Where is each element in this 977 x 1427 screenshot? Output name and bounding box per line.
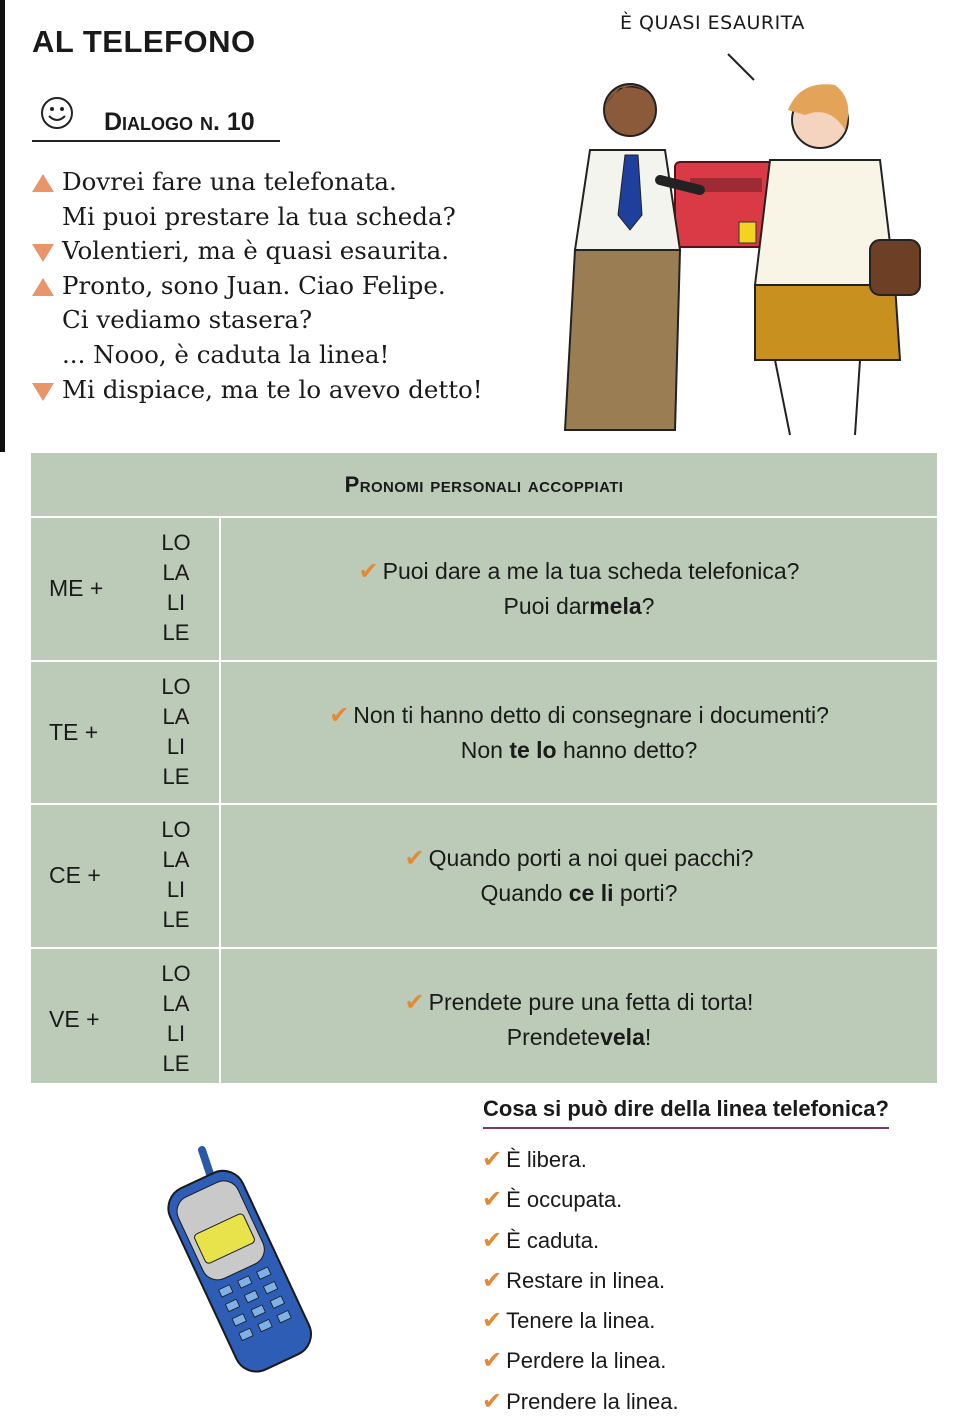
- pronoun-example: [221, 662, 937, 804]
- checkmark-icon: ✔: [482, 1226, 503, 1254]
- speech-bubble-text: È QUASI ESAURITA: [620, 12, 805, 34]
- illustration-phone-booth-couple: [530, 40, 950, 440]
- checkmark-icon: ✔: [482, 1186, 503, 1214]
- pronoun-form: LO: [161, 530, 191, 555]
- pronoun-form: LE: [162, 763, 190, 789]
- phrase-item: [482, 1343, 679, 1383]
- phrase-item: [482, 1384, 679, 1424]
- phone-line-phrases: [482, 1142, 679, 1424]
- pronouns-table: [30, 452, 938, 1084]
- example-answer: [504, 589, 655, 623]
- pronoun-forms: [141, 672, 211, 792]
- example-answer: [461, 733, 698, 767]
- pronoun-form: LI: [166, 590, 186, 615]
- phrase-item: [482, 1263, 679, 1303]
- pronoun-form: LA: [162, 990, 190, 1016]
- answer-part: mela: [589, 593, 642, 620]
- phrase-text: È libera.: [506, 1147, 587, 1172]
- example-answer: [481, 876, 678, 910]
- checkmark-icon: ✔: [329, 701, 350, 729]
- pronoun-forms: [141, 959, 211, 1079]
- page-title: AL TELEFONO: [32, 24, 256, 59]
- answer-part: porti?: [613, 880, 678, 907]
- phonecard-shape: [739, 222, 756, 243]
- pronoun-form: LO: [161, 817, 191, 842]
- answer-part: te lo: [509, 736, 557, 763]
- smiley-icon: [40, 96, 74, 130]
- checkmark-icon: ✔: [482, 1146, 503, 1173]
- checkmark-icon: ✔: [482, 1266, 503, 1294]
- triangle-up-icon: [32, 174, 54, 192]
- phrase-item: [482, 1303, 679, 1343]
- answer-part: hanno detto?: [556, 736, 698, 763]
- pronoun-form: LO: [161, 960, 191, 986]
- pronoun-row: [31, 662, 937, 806]
- dialog-line-text: Volentieri, ma è quasi esaurita.: [62, 236, 450, 266]
- dialog-line-text: Mi dispiace, ma te lo avevo detto!: [62, 374, 483, 404]
- pronoun-form: LI: [166, 733, 186, 759]
- example-answer: [507, 1020, 652, 1054]
- pronoun-row: [31, 949, 937, 1091]
- dialog-heading: Dialogo n. 10: [104, 108, 255, 136]
- example-sentence: [359, 554, 800, 589]
- checkmark-icon: ✔: [358, 558, 379, 586]
- phrase-item: [482, 1182, 679, 1222]
- pronoun-example: [221, 949, 937, 1091]
- pronoun-example: [221, 805, 937, 947]
- triangle-down-icon: [32, 244, 54, 262]
- pronoun-form: LE: [162, 1050, 190, 1076]
- phrase-item: [482, 1223, 679, 1263]
- mobile-phone-illustration: [150, 1140, 330, 1380]
- pronoun-form: LE: [162, 620, 190, 645]
- pronoun-row: [31, 805, 937, 949]
- example-sentence: [405, 985, 754, 1020]
- speech-pointer-line: [728, 54, 754, 80]
- answer-part: ce li: [568, 880, 614, 907]
- checkmark-icon: ✔: [482, 1307, 503, 1335]
- phrase-text: Perdere la linea.: [506, 1348, 667, 1374]
- example-sentence: [329, 698, 829, 733]
- dialog-line-text: Ci vediamo stasera?: [62, 305, 313, 335]
- answer-part: Puoi dar: [503, 593, 590, 620]
- dialog-line-text: Pronto, sono Juan. Ciao Felipe.: [62, 270, 446, 300]
- triangle-up-icon: [32, 278, 54, 296]
- triangle-down-icon: [32, 383, 54, 401]
- phone-line-question: Cosa si può dire della linea telefonica?: [483, 1096, 889, 1129]
- example-text: Non ti hanno detto di consegnare i documenti?: [353, 701, 829, 728]
- pronoun-forms: [141, 528, 211, 648]
- pronoun-row: [31, 518, 937, 662]
- example-sentence: [405, 841, 754, 876]
- checkmark-icon: ✔: [482, 1347, 503, 1375]
- pronoun-label: CE +: [49, 862, 101, 889]
- example-text: Quando porti a noi quei pacchi?: [428, 845, 754, 872]
- answer-part: ?: [641, 593, 655, 620]
- dialog-line-text: Dovrei fare una telefonata.: [62, 167, 397, 196]
- phrase-text: Prendere la linea.: [506, 1388, 679, 1414]
- checkmark-icon: ✔: [404, 988, 425, 1016]
- phrase-text: È occupata.: [506, 1187, 623, 1213]
- pronoun-form: LI: [166, 1020, 186, 1046]
- phrase-text: È caduta.: [506, 1227, 600, 1253]
- pronoun-example: [221, 518, 937, 660]
- phrase-text: Tenere la linea.: [506, 1308, 656, 1334]
- answer-part: Quando: [480, 880, 569, 907]
- pronoun-form: LA: [162, 703, 190, 729]
- dialog-header: [32, 96, 280, 142]
- pronoun-forms: [141, 815, 211, 935]
- checkmark-icon: ✔: [404, 845, 425, 873]
- phrase-item: [482, 1142, 679, 1182]
- pronoun-form: LO: [161, 673, 191, 699]
- pronoun-label: VE +: [49, 1005, 100, 1032]
- pronoun-form: LA: [162, 560, 190, 585]
- checkmark-icon: ✔: [482, 1387, 503, 1415]
- answer-part: vela: [600, 1023, 645, 1050]
- pronoun-form: LI: [166, 877, 186, 902]
- pronoun-label: ME +: [49, 575, 104, 602]
- example-text: Prendete pure una fetta di torta!: [428, 988, 754, 1015]
- dialog-line-text: ... Nooo, è caduta la linea!: [62, 339, 390, 369]
- example-text: Puoi dare a me la tua scheda telefonica?: [382, 558, 800, 585]
- pronouns-table-title: Pronomi personali accoppiati: [31, 453, 937, 518]
- phrase-text: Restare in linea.: [506, 1267, 666, 1293]
- answer-part: !: [644, 1023, 652, 1050]
- answer-part: Non: [460, 736, 510, 763]
- pronoun-label: TE +: [49, 718, 99, 745]
- left-margin-bar: [0, 0, 5, 452]
- dialog-line-text: Mi puoi prestare la tua scheda?: [62, 201, 456, 231]
- pronoun-form: LE: [162, 907, 190, 932]
- pronoun-form: LA: [162, 847, 190, 872]
- answer-part: Prendete: [506, 1023, 601, 1050]
